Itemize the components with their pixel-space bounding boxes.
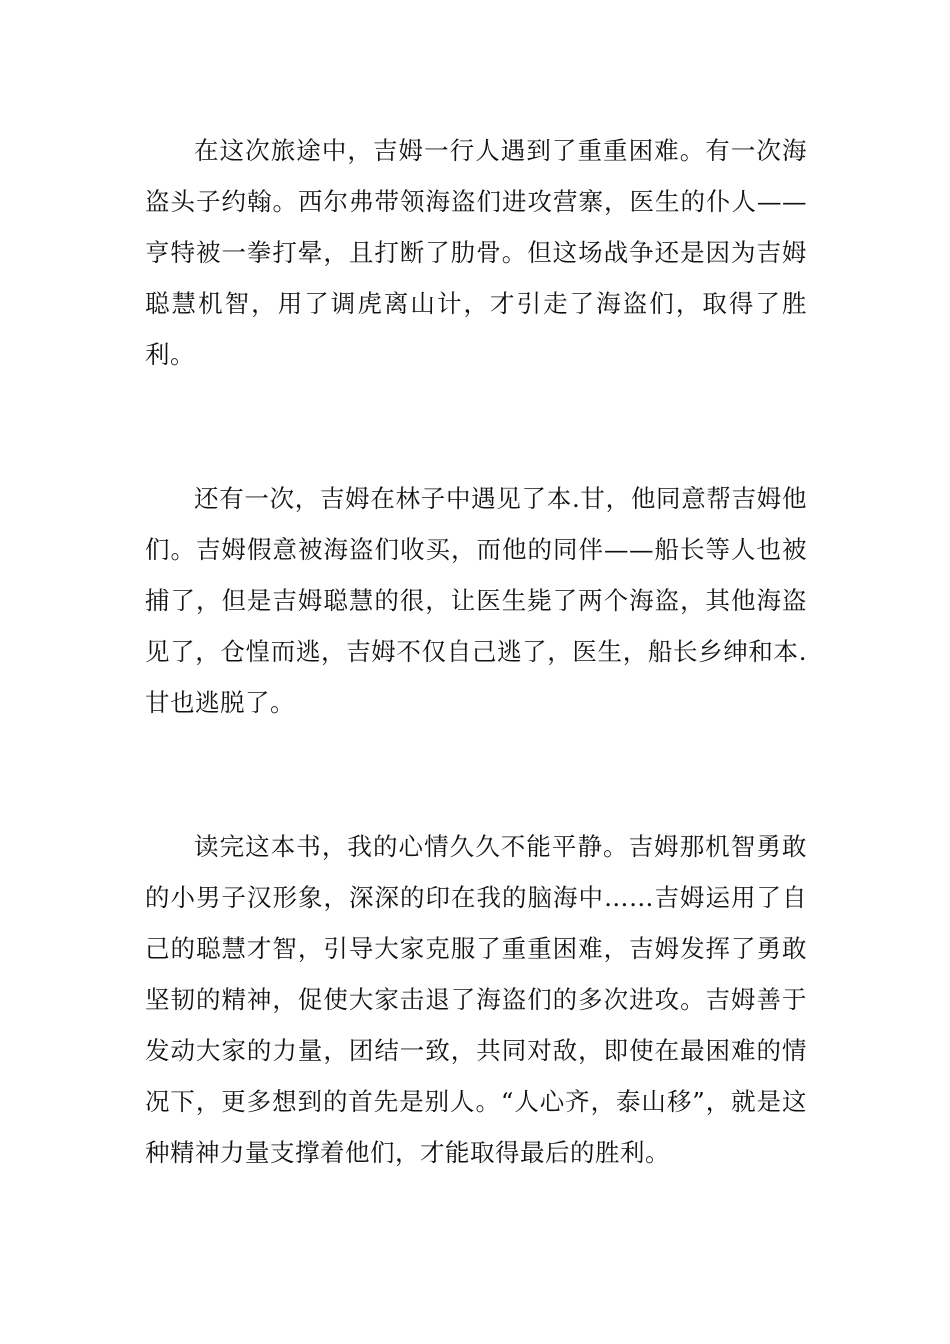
paragraph-reflection: 读完这本书，我的心情久久不能平静。吉姆那机智勇敢的小男子汉形象，深深的印在我的脑海中……吉姆运用了自己的聪慧才智，引导大家克服了重重困难，吉姆发挥了勇敢坚韧的精神，促使大家击退了海盗们的多次进攻。吉姆善于发动大家的力量，团结一致，共同对敌，即使在最困难的情况下，更多想到的首先是别人。“人心齐，泰山移”，就是这种精神力量支撑着他们，才能取得最后的胜利。	[145, 832, 807, 1167]
paragraph-journey-difficulties: 在这次旅途中，吉姆一行人遇到了重重困难。有一次海盗头子约翰。西尔弗带领海盗们进攻营寨，医生的仆人——亨特被一拳打晕，且打断了肋骨。但这场战争还是因为吉姆聪慧机智，用了调虎离山计，才引走了海盗们，取得了胜利。	[145, 136, 807, 369]
paragraph-ben-gunn: 还有一次，吉姆在林子中遇见了本.甘，他同意帮吉姆他们。吉姆假意被海盗们收买，而他的同伴——船长等人也被捕了，但是吉姆聪慧的很，让医生毙了两个海盗，其他海盗见了，仓惶而逃，吉姆不仅自己逃了，医生，船长乡绅和本.甘也逃脱了。	[145, 484, 807, 717]
